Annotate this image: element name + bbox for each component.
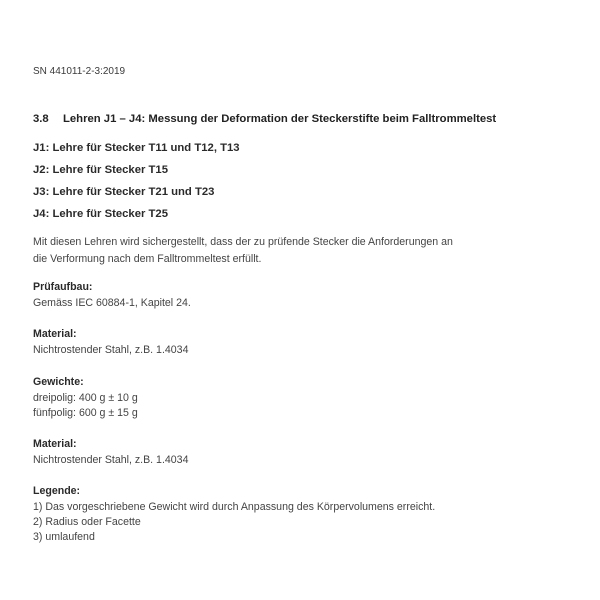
material-label-1: Material: bbox=[33, 328, 77, 340]
section-number: 3.8 bbox=[33, 113, 49, 125]
gauge-item-j4: J4: Lehre für Stecker T25 bbox=[33, 208, 168, 220]
gauge-item-j1: J1: Lehre für Stecker T11 und T12, T13 bbox=[33, 142, 240, 154]
legende-item-2: 2) Radius oder Facette bbox=[33, 516, 141, 528]
gauge-item-j3: J3: Lehre für Stecker T21 und T23 bbox=[33, 186, 215, 198]
section-title: Lehren J1 – J4: Messung der Deformation der Steckerstifte beim Falltrommeltest bbox=[63, 113, 497, 125]
section-heading bbox=[33, 112, 496, 126]
document-id: SN 441011-2-3:2019 bbox=[33, 66, 126, 77]
gewichte-label: Gewichte: bbox=[33, 376, 84, 388]
pruefaufbau-value: Gemäss IEC 60884-1, Kapitel 24. bbox=[33, 297, 191, 309]
legende-item-3: 3) umlaufend bbox=[33, 531, 95, 543]
gewichte-item-dreipolig: dreipolig: 400 g ± 10 g bbox=[33, 392, 138, 404]
gewichte-item-fuenfpolig: fünfpolig: 600 g ± 15 g bbox=[33, 407, 138, 419]
intro-paragraph-line-1: Mit diesen Lehren wird sichergestellt, dass der zu prüfende Stecker die Anforderungen an bbox=[33, 236, 453, 248]
intro-paragraph-line-2: die Verformung nach dem Falltrommeltest erfüllt. bbox=[33, 253, 262, 265]
material-label-2: Material: bbox=[33, 438, 77, 450]
material-value-2: Nichtrostender Stahl, z.B. 1.4034 bbox=[33, 454, 189, 466]
legende-label: Legende: bbox=[33, 485, 81, 497]
pruefaufbau-label: Prüfaufbau: bbox=[33, 281, 93, 293]
material-value-1: Nichtrostender Stahl, z.B. 1.4034 bbox=[33, 344, 189, 356]
legende-item-1: 1) Das vorgeschriebene Gewicht wird durch Anpassung des Körpervolumens erreicht. bbox=[33, 501, 436, 513]
gauge-item-j2: J2: Lehre für Stecker T15 bbox=[33, 164, 168, 176]
